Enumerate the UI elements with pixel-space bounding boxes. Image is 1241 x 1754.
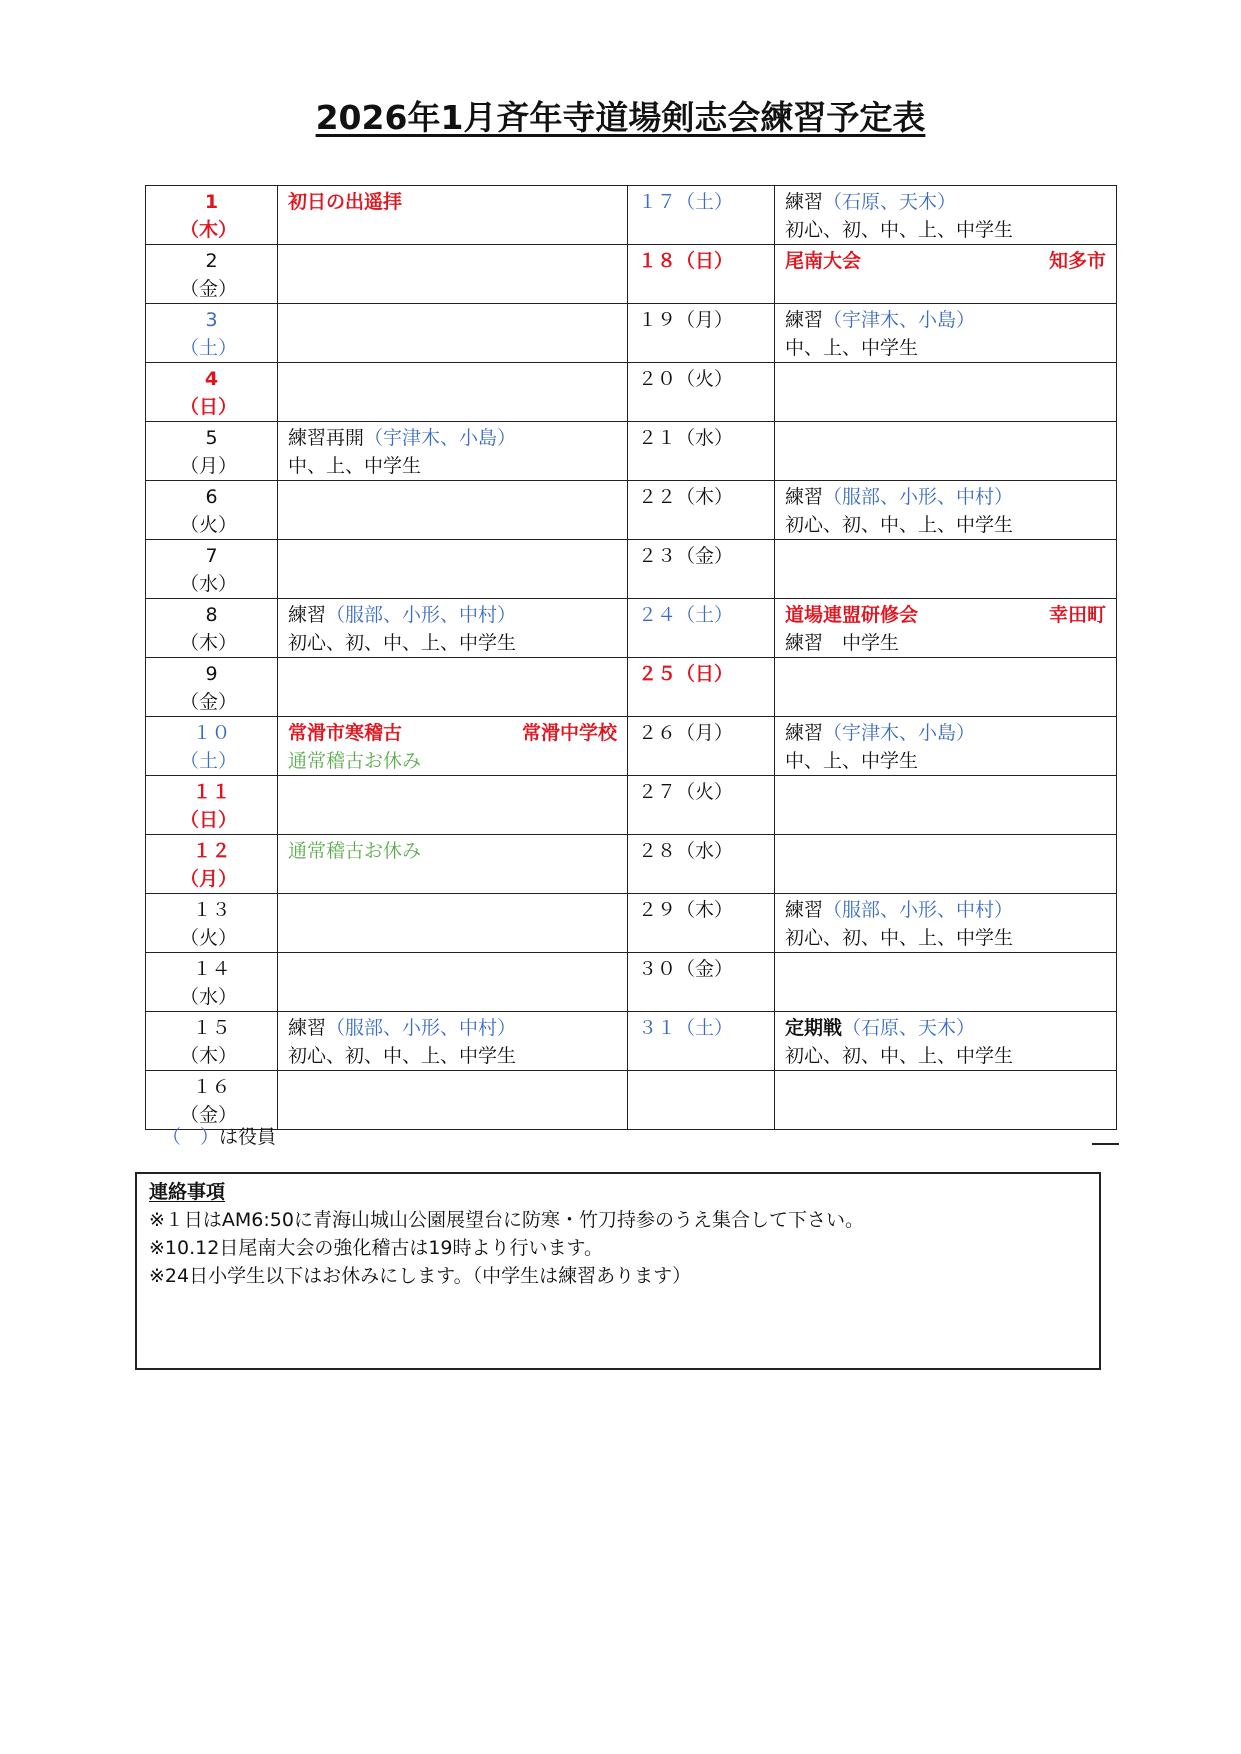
day-number: １４ — [192, 958, 231, 980]
event-cell — [278, 540, 628, 599]
date-cell — [628, 1012, 775, 1071]
event-line — [288, 1014, 617, 1042]
notes-box — [135, 1172, 1101, 1370]
date-cell — [628, 363, 775, 422]
event-text: 練習 — [785, 191, 824, 213]
event-text: 初日の出遥拝 — [288, 191, 403, 213]
table-row — [146, 1071, 1117, 1130]
day-label: ２３（金） — [638, 545, 734, 567]
event-cell — [775, 540, 1117, 599]
event-cell — [775, 717, 1117, 776]
event-cell — [278, 481, 628, 540]
divider-mark — [1092, 1143, 1119, 1145]
date-cell — [628, 953, 775, 1012]
day-weekday: （土） — [179, 750, 237, 772]
day-number: １１ — [192, 781, 231, 803]
event-line — [785, 1014, 1106, 1042]
event-text: （宇津木、小島） — [823, 309, 976, 331]
event-line — [288, 424, 617, 452]
event-text: 初心、初、中、上、中学生 — [785, 1045, 1014, 1067]
event-line — [288, 719, 617, 747]
event-text: （宇津木、小島） — [823, 722, 976, 744]
event-text: 練習 — [288, 604, 327, 626]
date-cell — [628, 481, 775, 540]
date-cell — [146, 658, 278, 717]
table-row — [146, 953, 1117, 1012]
event-cell — [775, 953, 1117, 1012]
day-label: ３１（土） — [638, 1017, 734, 1039]
event-line — [785, 896, 1106, 924]
date-cell — [628, 540, 775, 599]
event-cell — [278, 776, 628, 835]
event-cell — [775, 1071, 1117, 1130]
event-cell — [775, 599, 1117, 658]
event-line — [785, 924, 1106, 952]
day-number: １３ — [192, 899, 231, 921]
note-line: ※10.12日尾南大会の強化稽古は19時より行います。 — [149, 1237, 603, 1259]
date-cell — [146, 481, 278, 540]
day-weekday: （火） — [179, 927, 237, 949]
event-cell — [278, 245, 628, 304]
date-cell — [628, 245, 775, 304]
date-cell — [628, 422, 775, 481]
day-number: 1 — [204, 191, 219, 213]
event-line — [785, 1042, 1106, 1070]
event-cell — [775, 481, 1117, 540]
day-label: ２５（日） — [638, 663, 734, 685]
table-row — [146, 245, 1117, 304]
date-cell — [146, 245, 278, 304]
day-label: ２６（月） — [638, 722, 734, 744]
event-text: 道場連盟研修会 — [785, 604, 919, 626]
event-cell — [278, 1071, 628, 1130]
event-line — [785, 188, 1106, 216]
day-weekday: （水） — [179, 986, 237, 1008]
event-line — [785, 719, 1106, 747]
event-text: 中、上、中学生 — [785, 750, 919, 772]
event-text: 初心、初、中、上、中学生 — [288, 1045, 517, 1067]
day-number: １６ — [192, 1076, 231, 1098]
event-text: （服部、小形、中村） — [823, 899, 1014, 921]
date-cell — [146, 717, 278, 776]
event-cell — [775, 658, 1117, 717]
table-row — [146, 363, 1117, 422]
event-cell — [278, 953, 628, 1012]
event-text: 練習 — [785, 722, 824, 744]
day-label: ２４（土） — [638, 604, 734, 626]
table-row — [146, 776, 1117, 835]
day-weekday: （火） — [179, 514, 237, 536]
event-cell — [278, 1012, 628, 1071]
date-cell — [146, 894, 278, 953]
date-cell — [628, 835, 775, 894]
event-cell — [775, 363, 1117, 422]
day-weekday: （水） — [179, 573, 237, 595]
event-text: （服部、小形、中村） — [326, 604, 517, 626]
date-cell — [628, 658, 775, 717]
schedule-table — [145, 185, 1117, 1130]
date-cell — [146, 540, 278, 599]
event-text: 中、上、中学生 — [785, 337, 919, 359]
event-text: （石原、天木） — [842, 1017, 976, 1039]
table-row — [146, 304, 1117, 363]
day-label: １８（日） — [638, 250, 734, 272]
event-text: 常滑中学校 — [521, 722, 617, 744]
event-cell — [775, 835, 1117, 894]
day-number: 5 — [205, 427, 218, 449]
date-cell — [146, 304, 278, 363]
event-cell — [278, 658, 628, 717]
table-row — [146, 186, 1117, 245]
event-cell — [775, 422, 1117, 481]
event-text: 練習 — [785, 309, 824, 331]
event-text: 初心、初、中、上、中学生 — [785, 514, 1014, 536]
table-row — [146, 540, 1117, 599]
day-weekday: （土） — [179, 337, 237, 359]
date-cell — [628, 1071, 775, 1130]
event-cell — [278, 186, 628, 245]
date-cell — [146, 422, 278, 481]
day-label: ２０（火） — [638, 368, 734, 390]
event-text: （服部、小形、中村） — [823, 486, 1014, 508]
event-line — [785, 334, 1106, 362]
event-cell — [775, 245, 1117, 304]
date-cell — [146, 776, 278, 835]
date-cell — [146, 1071, 278, 1130]
day-number: 9 — [205, 663, 218, 685]
event-cell — [278, 422, 628, 481]
page-title: 2026年1月斉年寺道場剣志会練習予定表 — [315, 98, 926, 137]
event-line — [288, 601, 617, 629]
event-text: 尾南大会 — [785, 250, 862, 272]
event-line — [785, 601, 1106, 629]
day-weekday: （金） — [179, 1104, 237, 1126]
day-label: ２１（水） — [638, 427, 734, 449]
day-number: １０ — [192, 722, 231, 744]
event-line — [288, 1042, 617, 1070]
date-cell — [146, 953, 278, 1012]
event-cell — [278, 894, 628, 953]
event-line — [785, 306, 1106, 334]
day-weekday: （日） — [179, 809, 237, 831]
event-text: 練習 — [785, 486, 824, 508]
event-line — [785, 747, 1106, 775]
event-line — [785, 483, 1106, 511]
date-cell — [146, 363, 278, 422]
day-weekday: （月） — [179, 868, 237, 890]
event-text: 通常稽古お休み — [288, 840, 422, 862]
event-line — [785, 511, 1106, 539]
day-number: 8 — [205, 604, 218, 626]
event-text: 定期戦 — [785, 1017, 843, 1039]
day-weekday: （月） — [179, 455, 237, 477]
event-cell — [775, 1012, 1117, 1071]
date-cell — [628, 304, 775, 363]
legend-paren: （ ） — [162, 1126, 220, 1148]
event-text: 練習 — [785, 899, 824, 921]
day-weekday: （金） — [179, 691, 237, 713]
event-line — [288, 837, 617, 865]
day-label: ２７（火） — [638, 781, 734, 803]
event-line — [785, 629, 1106, 657]
event-text: 初心、初、中、上、中学生 — [785, 219, 1014, 241]
date-cell — [628, 599, 775, 658]
date-cell — [146, 835, 278, 894]
table-row — [146, 1012, 1117, 1071]
event-line — [288, 452, 617, 480]
date-cell — [628, 776, 775, 835]
notes-title: 連絡事項 — [149, 1181, 226, 1203]
event-text: 知多市 — [1048, 250, 1106, 272]
event-text: 練習 中学生 — [785, 632, 900, 654]
day-label: ２２（木） — [638, 486, 734, 508]
day-number: 3 — [205, 309, 218, 331]
event-cell — [278, 717, 628, 776]
event-cell — [775, 894, 1117, 953]
event-text: 練習再開 — [288, 427, 365, 449]
table-row — [146, 717, 1117, 776]
table-row — [146, 481, 1117, 540]
date-cell — [146, 1012, 278, 1071]
event-cell — [775, 304, 1117, 363]
day-weekday: （木） — [179, 1045, 237, 1067]
date-cell — [146, 599, 278, 658]
date-cell — [628, 186, 775, 245]
day-weekday: （日） — [179, 396, 237, 418]
legend — [162, 1122, 276, 1149]
table-row — [146, 599, 1117, 658]
table-row — [146, 894, 1117, 953]
day-weekday: （木） — [179, 632, 237, 654]
event-text: （石原、天木） — [823, 191, 957, 213]
day-label: ３０（金） — [638, 958, 734, 980]
day-weekday: （金） — [179, 278, 237, 300]
event-text: （服部、小形、中村） — [326, 1017, 517, 1039]
day-label: ２８（水） — [638, 840, 734, 862]
table-row — [146, 835, 1117, 894]
event-cell — [775, 776, 1117, 835]
event-line — [785, 247, 1106, 275]
event-text: 初心、初、中、上、中学生 — [785, 927, 1014, 949]
note-line: ※24日小学生以下はお休みにします。（中学生は練習あります） — [149, 1265, 692, 1287]
event-cell — [775, 186, 1117, 245]
legend-text: は役員 — [219, 1126, 277, 1148]
event-line — [785, 216, 1106, 244]
event-text: 通常稽古お休み — [288, 750, 422, 772]
event-line — [288, 188, 617, 216]
day-number: 6 — [205, 486, 218, 508]
event-text: 常滑市寒稽古 — [288, 722, 403, 744]
day-number: 4 — [204, 368, 219, 390]
note-line: ※１日はAM6:50に青海山城山公園展望台に防寒・竹刀持参のうえ集合して下さい。 — [149, 1209, 864, 1231]
event-cell — [278, 835, 628, 894]
date-cell — [628, 717, 775, 776]
day-label: １７（土） — [638, 191, 734, 213]
event-line — [288, 629, 617, 657]
event-text: 中、上、中学生 — [288, 455, 422, 477]
event-line — [288, 747, 617, 775]
day-weekday: （木） — [179, 219, 237, 241]
day-number: １２ — [192, 840, 231, 862]
event-text: 練習 — [288, 1017, 327, 1039]
event-text: （宇津木、小島） — [364, 427, 517, 449]
event-text: 幸田町 — [1048, 604, 1106, 626]
event-text: 初心、初、中、上、中学生 — [288, 632, 517, 654]
day-label: ２９（木） — [638, 899, 734, 921]
table-row — [146, 658, 1117, 717]
date-cell — [146, 186, 278, 245]
day-label: １９（月） — [638, 309, 734, 331]
event-cell — [278, 304, 628, 363]
day-number: １５ — [192, 1017, 231, 1039]
date-cell — [628, 894, 775, 953]
day-number: 7 — [205, 545, 218, 567]
table-row — [146, 422, 1117, 481]
event-cell — [278, 599, 628, 658]
day-number: 2 — [205, 250, 218, 272]
event-cell — [278, 363, 628, 422]
